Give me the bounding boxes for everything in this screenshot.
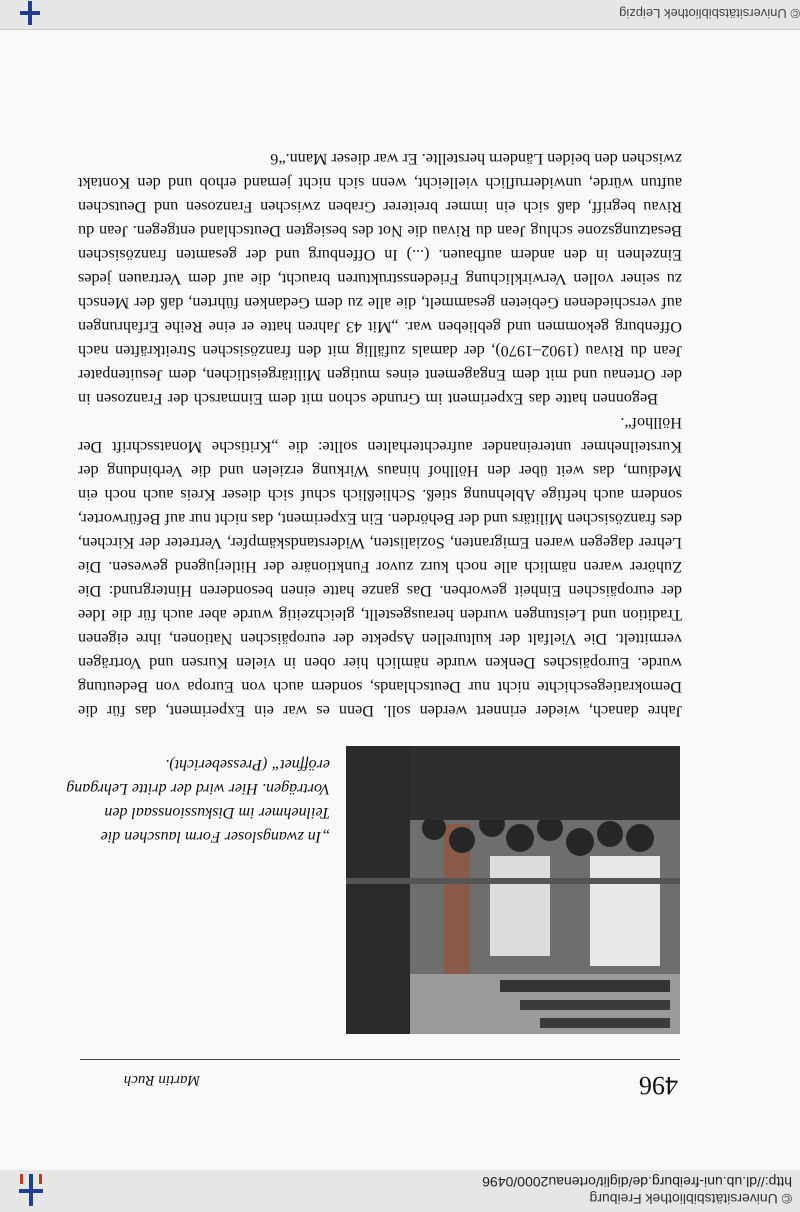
- page-url-link[interactable]: http://dl.ub.uni-freiburg.de/diglit/ortenau2000/0496: [482, 1174, 792, 1190]
- header-rule: [80, 1059, 680, 1060]
- viewer-header: [0, 1169, 800, 1212]
- viewer-footer: [0, 0, 800, 30]
- page-number: 496: [639, 1071, 678, 1100]
- photo-caption: „In zwangsloser Form lauschen die Teilnehmer im Diskussionssaal den Vorträgen. Hier wird der dritte Lehrgang eröffnet“ (Pressebericht).: [66, 756, 330, 845]
- body-paragraph: Begonnen hatte das Experiment im Grunde schon mit dem Einmarsch der Franzosen in der Ortenau und mit dem Engagement eines mutigen Militärgeistlichen, dem Jesuitenpater Jean du Rivau (1902–1970), der damals zufällig mit den französischen Streitkräften nach Offenburg gekommen und geblieben war. „Mit 43 Jahren hatte er eine Reihe Erfahrungen auf verschiedenen Gebieten gesammelt, die alle zu dem Gedanken führten, daß der Mensch zu seiner vollen Verwirklichung Friedensstrukturen braucht, die auf dem Vertrauen jedes Einzelnen in den andern aufbauen. (...) In Offenburg und der gesamten französischen Besatzungszone schlug Jean du Rivau die Not des besiegten Deutschland entgegen. Jean du Rivau begriff, daß sich ein immer breiterer Graben zwischen Franzosen und Deutschen auftun würde, unwiderruflich vielleicht, wenn sich nicht jemand erhob und den Kontakt zwischen den beiden Ländern herstellte. Er war dieser Mann.“6: [78, 150, 682, 408]
- library-credit: © Universitätsbibliothek Freiburg: [589, 1191, 792, 1207]
- footer-logo-icon: [18, 1, 42, 25]
- running-head-author: Martin Ruch: [123, 1072, 200, 1088]
- footer-credit: © Universitätsbibliothek Leipzig: [619, 6, 800, 21]
- body-text: [78, 147, 682, 723]
- body-paragraph: Jahre danach, wieder erinnert werden soll. Denn es war ein Experiment, das für die Demokratiegeschichte nicht nur Deutschlands, sondern auch von Europa von Bedeutung wurde. Europäisches Denken wurde nämlich hier oben in vielen Kursen und Vorträgen vermittelt. Die Vielfalt der kulturellen Aspekte der europäischen Nationen, ihre eigenen Tradition und Leistungen wurden herausgestellt, gleichzeitig wurde aber auch für die Idee der europäischen Einheit geworben. Das ganze hatte einen besonderen Hintergrund: Die Zuhörer waren nämlich alle noch kurz zuvor Funktionäre der Hitlerjugend gewesen. Die Lehrer dagegen waren Emigranten, Sozialisten, Widerstandskämpfer, Vertreter der Kirchen, des französischen Militärs und der Behörden. Ein Experiment, das nicht nur auf Befürworter, sondern auch heftige Ablehnung stieß. Schließlich schuf sich dieser Kreis auch noch ein Medium, das weit über den Höllhof hinaus Wirkung erzielen und die Verbindung der Kursteilnehmer untereinander aufrechterhalten sollte: die „Kritische Monatsschrift Der Höllhof“.: [78, 414, 682, 720]
- scanned-page: [0, 30, 800, 1170]
- lecture-hall-photo: [346, 746, 680, 1034]
- library-logo-icon: [16, 1174, 46, 1206]
